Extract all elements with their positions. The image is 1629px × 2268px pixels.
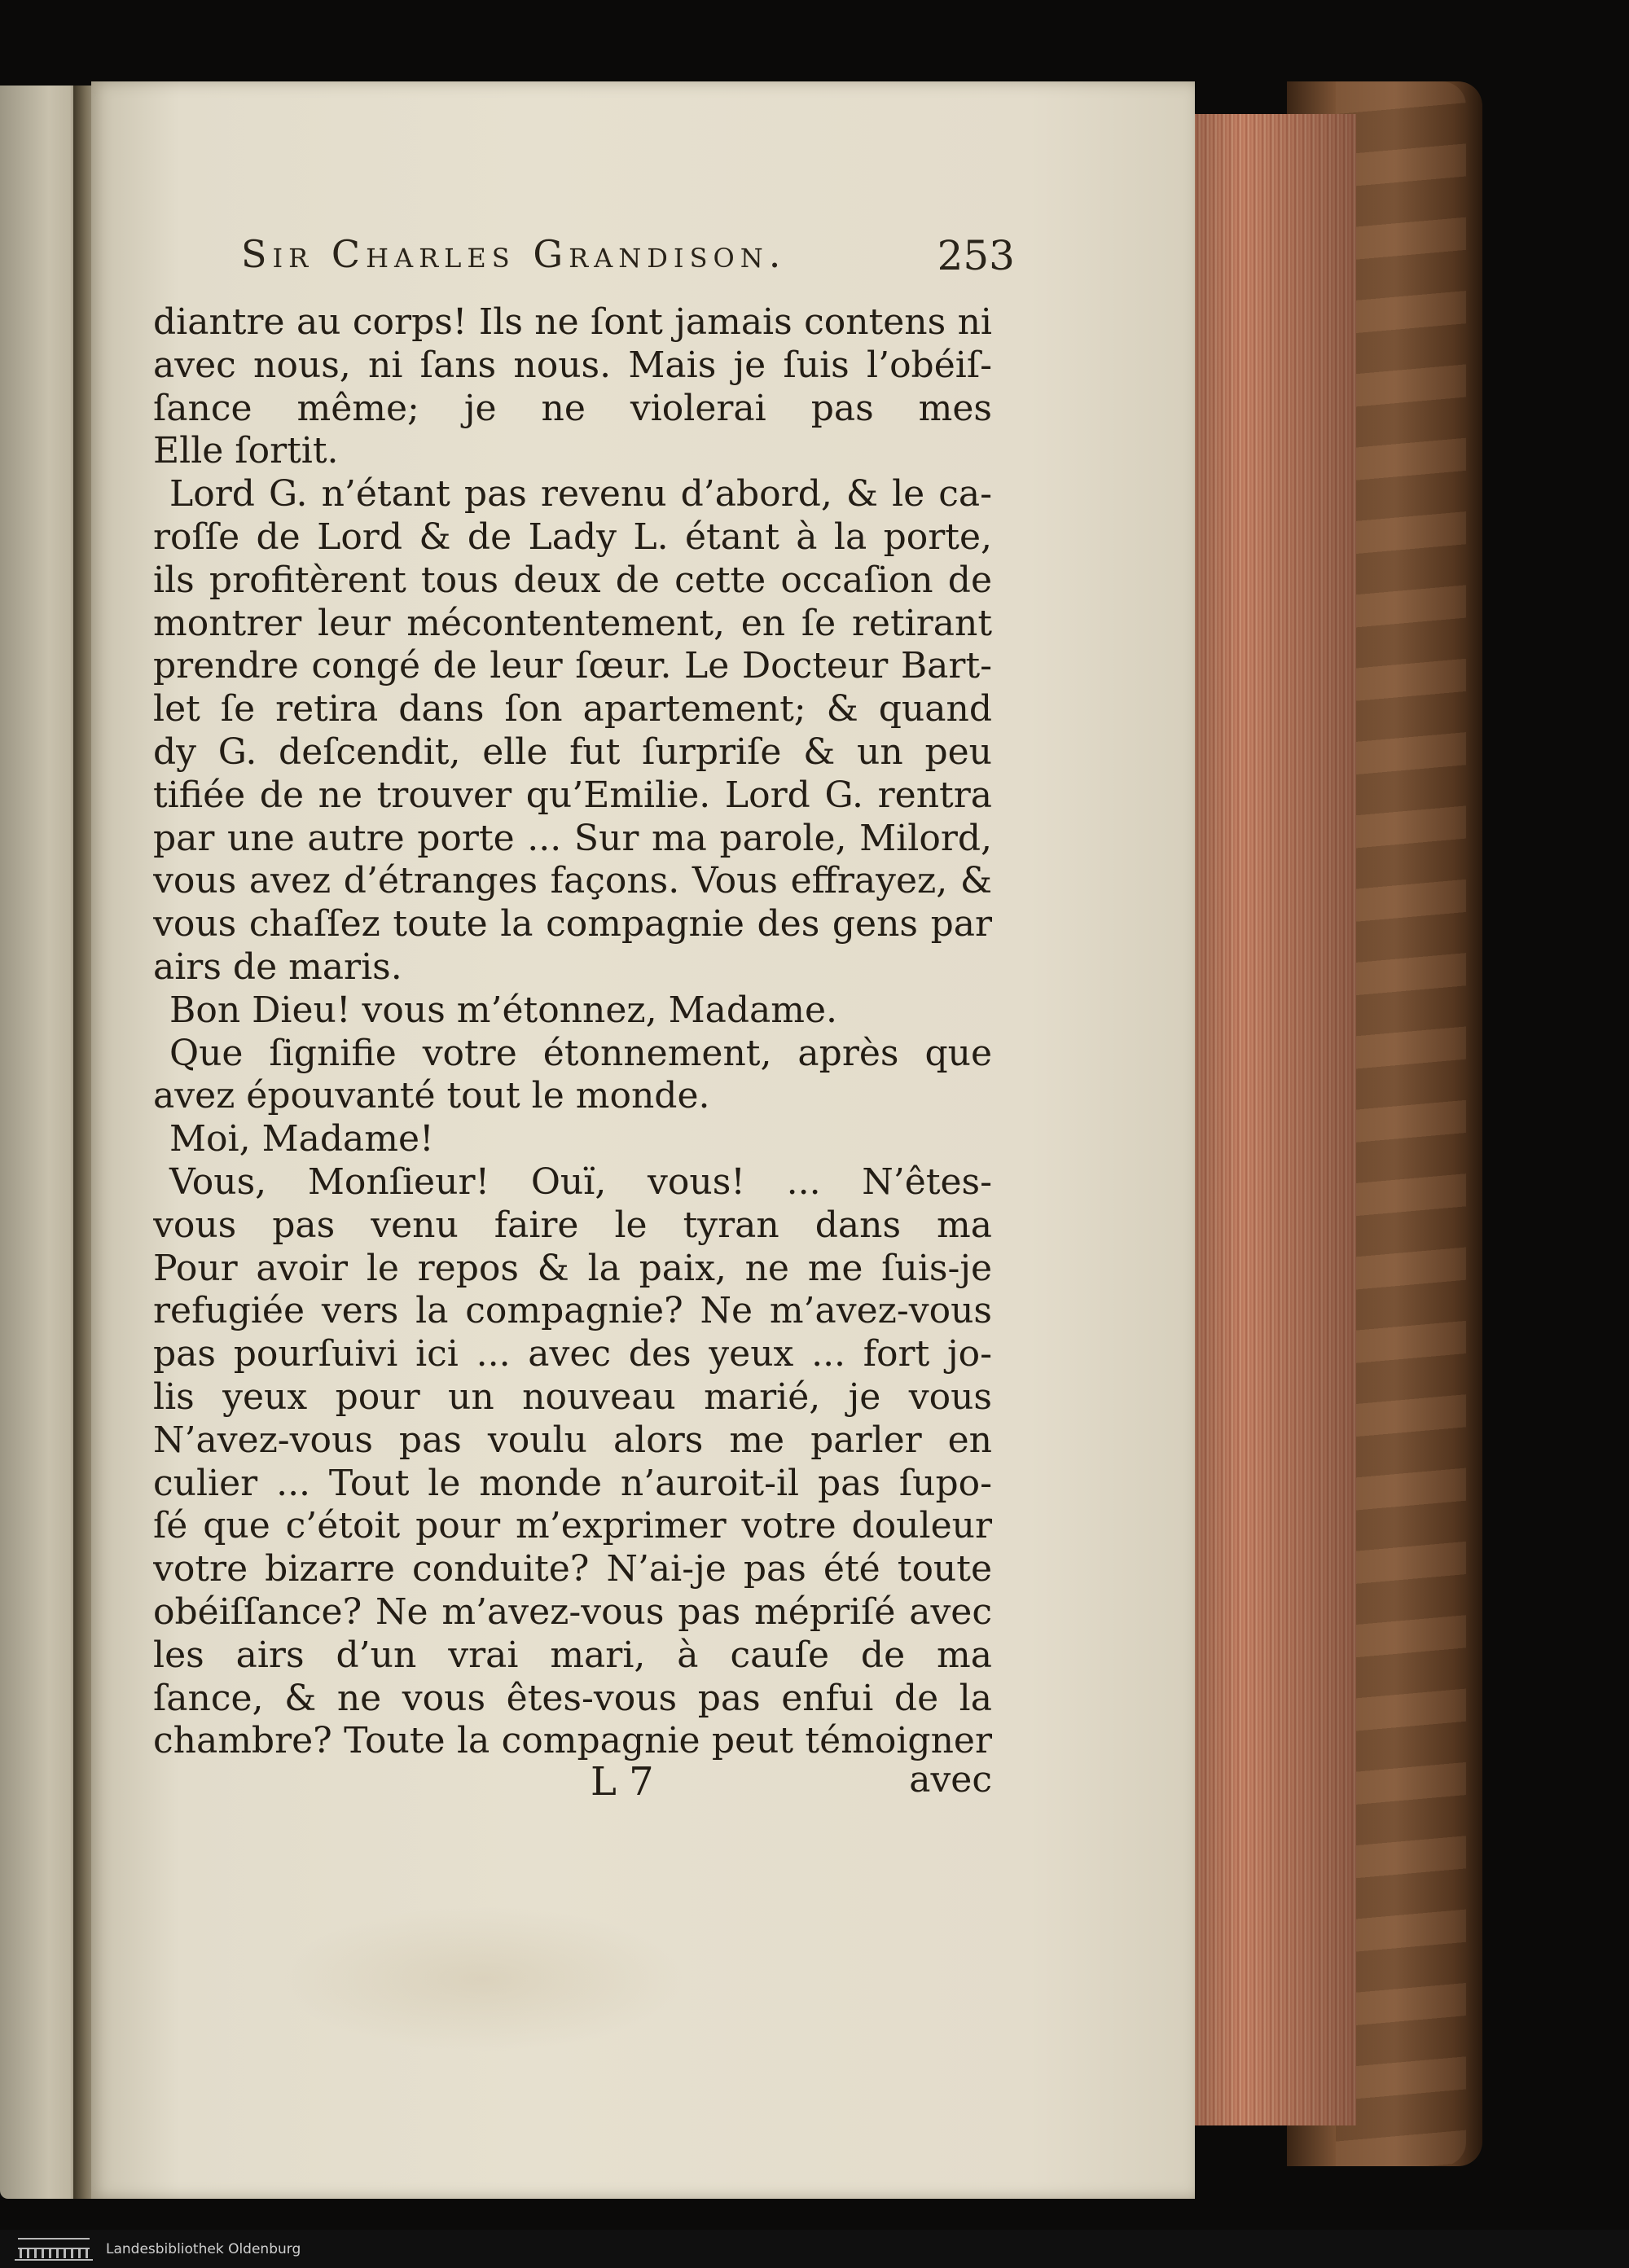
text-line: chambre? Toute la compagnie peut témoigner <box>153 1720 992 1762</box>
text-line: vous pas venu faire le tyran dans ma <box>153 1204 992 1246</box>
running-title: Sir Charles Grandison. <box>241 232 787 276</box>
text-line: par une autre porte ... Sur ma parole, Milord, <box>153 817 992 859</box>
text-line: ſance même; je ne violerai pas mes <box>153 387 992 429</box>
page-foot <box>153 1759 992 1808</box>
text-line: ſance, & ne vous êtes-vous pas enfui de la <box>153 1677 992 1719</box>
library-building-icon <box>15 2238 93 2261</box>
facing-page-edge <box>0 86 81 2199</box>
text-line: avec nous, ni ſans nous. Mais je ſuis l’obéiſ- <box>153 344 992 386</box>
text-line: tifiée de ne trouver qu’Emilie. Lord G. rentra <box>153 774 992 816</box>
text-line: dy G. deſcendit, elle fut ſurpriſe & un peu <box>153 730 992 773</box>
text-line: vous chaſſez toute la compagnie des gens par <box>153 903 992 945</box>
text-line: les airs d’un vrai mari, à cauſe de ma <box>153 1634 992 1676</box>
text-line: Moi, Madame! <box>169 1118 434 1160</box>
text-line: pas pourſuivi ici ... avec des yeux ... fort jo- <box>153 1333 992 1375</box>
catchword: avec <box>909 1759 992 1801</box>
text-line: ils profitèrent tous deux de cette occaſion de <box>153 559 992 601</box>
text-line: Elle ſortit. <box>153 430 339 472</box>
page-number: 253 <box>937 232 1015 279</box>
text-line: Bon Dieu! vous m’étonnez, Madame. <box>169 989 838 1031</box>
text-line: Lord G. n’étant pas revenu d’abord, & le ca- <box>169 473 992 515</box>
text-line: Pour avoir le repos & la paix, ne me ſuis-je <box>153 1247 992 1289</box>
running-head <box>153 232 1015 289</box>
text-line: refugiée vers la compagnie? Ne m’avez-vous <box>153 1290 992 1332</box>
page-block-edges <box>1191 114 1356 2125</box>
library-name: Landesbibliothek Oldenburg <box>106 2240 301 2257</box>
text-line: avez épouvanté tout le monde. <box>153 1075 710 1117</box>
paper-stain <box>279 1906 686 2052</box>
text-line: votre bizarre conduite? N’ai-je pas été toute <box>153 1548 992 1590</box>
library-bar <box>0 2230 1629 2268</box>
text-line: obéiſſance? Ne m’avez-vous pas mépriſé avec <box>153 1590 992 1633</box>
text-line: let ſe retira dans ſon apartement; & quand <box>153 688 992 730</box>
text-line: culier ... Tout le monde n’auroit-il pas ſupo- <box>153 1462 992 1504</box>
text-line: lis yeux pour un nouveau marié, je vous <box>153 1375 992 1418</box>
text-line: ſé que c’étoit pour m’exprimer votre douleur <box>153 1505 992 1547</box>
text-line: N’avez-vous pas voulu alors me parler en <box>153 1419 992 1461</box>
signature-mark: L 7 <box>591 1759 654 1805</box>
page-block-shade <box>1193 114 1356 2125</box>
text-line: vous avez d’étranges façons. Vous effrayez, & <box>153 860 992 902</box>
text-line: prendre congé de leur ſœur. Le Docteur Bart- <box>153 645 992 687</box>
text-line: diantre au corps! Ils ne ſont jamais contens ni <box>153 301 992 343</box>
text-line: Vous, Monſieur! Ouï, vous! ... N’êtes- <box>169 1160 992 1203</box>
text-line: roſſe de Lord & de Lady L. étant à la porte, <box>153 515 992 558</box>
body-text <box>153 301 992 1763</box>
text-line: montrer leur mécontentement, en ſe retirant <box>153 602 992 644</box>
text-line: airs de maris. <box>153 945 402 988</box>
text-line: Que ſignifie votre étonnement, après que <box>169 1032 992 1074</box>
